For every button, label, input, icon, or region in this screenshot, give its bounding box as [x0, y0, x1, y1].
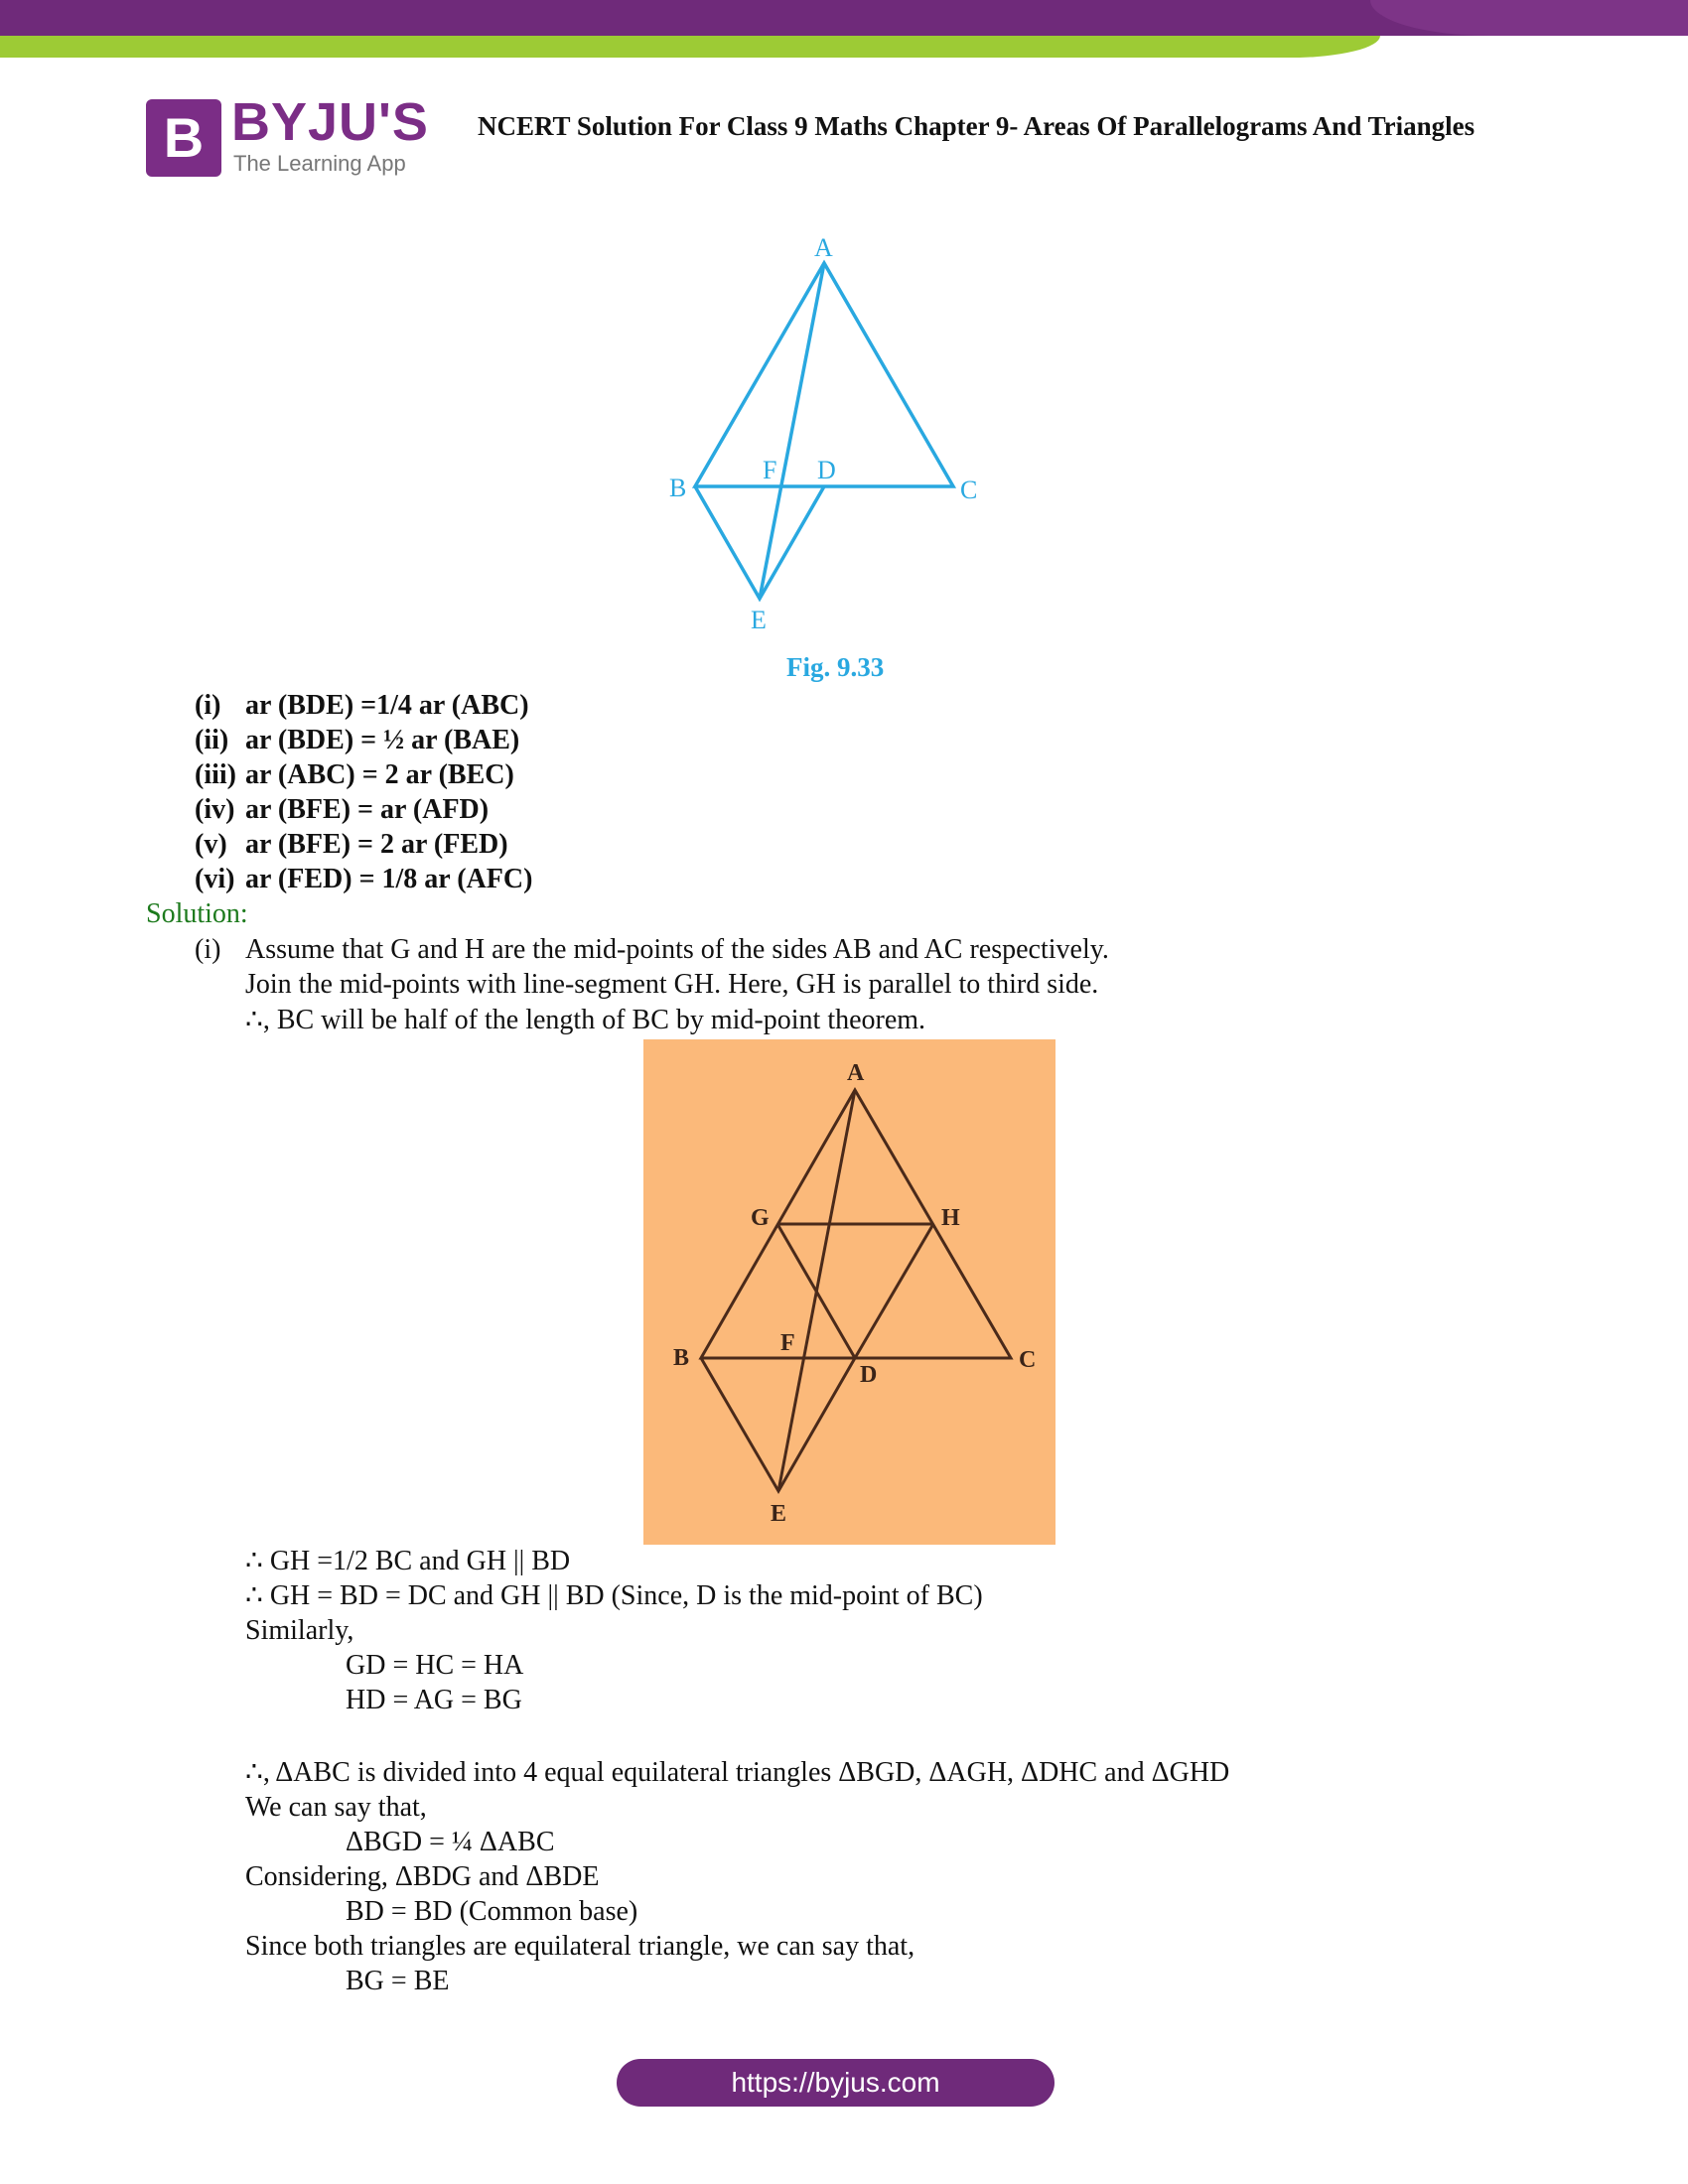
label-c: C	[1019, 1347, 1037, 1373]
label-e: E	[771, 1501, 787, 1527]
page-title: NCERT Solution For Class 9 Maths Chapter 9- Areas Of Parallelograms And Triangles	[478, 111, 1476, 141]
question-text: ar (BDE) = ½ ar (BAE)	[245, 725, 520, 755]
label-f: F	[763, 456, 777, 484]
label-f: F	[780, 1330, 795, 1356]
question-num: (iii)	[195, 759, 236, 790]
question-text: ar (BDE) =1/4 ar (ABC)	[245, 690, 529, 721]
label-b: B	[673, 1345, 690, 1371]
question-num: (iv)	[195, 794, 235, 825]
label-d: D	[860, 1362, 878, 1388]
question-text: ar (FED) = 1/8 ar (AFC)	[245, 864, 533, 894]
label-d: D	[817, 456, 836, 484]
solution-line: Since both triangles are equilateral triangle, we can say that,	[245, 1931, 915, 1962]
label-h: H	[941, 1205, 960, 1231]
label-e: E	[751, 606, 767, 634]
solution-line: Join the mid-points with line-segment GH. Here, GH is parallel to third side.	[245, 969, 1099, 1000]
question-num: (vi)	[195, 864, 235, 894]
solution-line: ΔBGD = ¼ ΔABC	[346, 1827, 555, 1857]
solution-line: GD = HC = HA	[346, 1650, 524, 1681]
logo-icon: B	[146, 99, 221, 177]
label-c: C	[960, 476, 978, 504]
solution-part-num: (i)	[195, 934, 221, 965]
label-b: B	[669, 474, 687, 502]
solution-line: Assume that G and H are the mid-points of the sides AB and AC respectively.	[245, 934, 1109, 965]
logo-brand: BYJU'S	[231, 92, 429, 152]
solution-line: Similarly,	[245, 1615, 354, 1646]
footer-url-link[interactable]: https://byjus.com	[617, 2059, 1055, 2107]
figure-caption: Fig. 9.33	[786, 652, 885, 682]
solution-line: BG = BE	[346, 1966, 450, 1996]
label-a: A	[847, 1060, 865, 1086]
solution-heading: Solution:	[146, 898, 248, 929]
solution-line: Considering, ΔBDG and ΔBDE	[245, 1861, 600, 1892]
label-g: G	[751, 1205, 770, 1231]
question-text: ar (ABC) = 2 ar (BEC)	[245, 759, 514, 790]
solution-line: ∴, BC will be half of the length of BC by mid-point theorem.	[245, 1005, 926, 1035]
solution-line: HD = AG = BG	[346, 1685, 522, 1715]
question-text: ar (BFE) = ar (AFD)	[245, 794, 490, 825]
question-num: (v)	[195, 829, 227, 860]
label-a: A	[814, 233, 833, 262]
solution-line: BD = BD (Common base)	[346, 1896, 638, 1927]
solution-line: ∴ GH =1/2 BC and GH || BD	[245, 1546, 571, 1576]
question-num: (i)	[195, 690, 221, 721]
question-num: (ii)	[195, 725, 229, 755]
solution-line: ∴, ΔABC is divided into 4 equal equilateral triangles ΔBGD, ΔAGH, ΔDHC and ΔGHD	[245, 1757, 1230, 1788]
solution-line: ∴ GH = BD = DC and GH || BD (Since, D is the mid-point of BC)	[245, 1580, 983, 1611]
solution-line: We can say that,	[245, 1792, 427, 1823]
question-text: ar (BFE) = 2 ar (FED)	[245, 829, 508, 860]
logo-tagline: The Learning App	[233, 151, 406, 176]
